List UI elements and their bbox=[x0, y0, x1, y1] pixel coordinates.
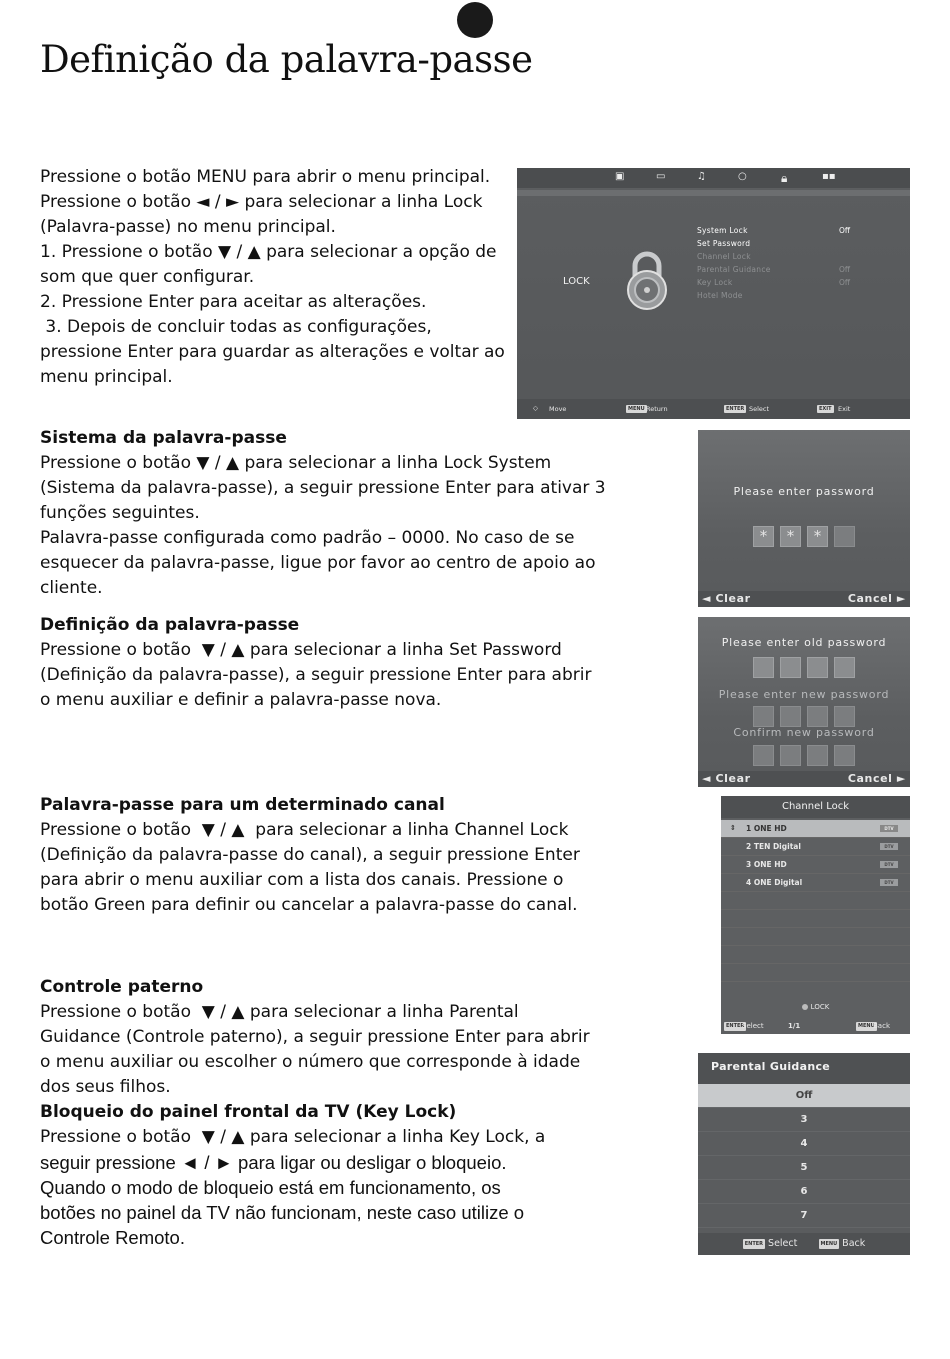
lock-bullet-icon bbox=[802, 1004, 808, 1010]
intro-line: (Palavra-passe) no menu principal. bbox=[40, 217, 336, 237]
new-password-prompt: Please enter new password bbox=[718, 688, 890, 701]
section-lock-system bbox=[40, 426, 606, 601]
return-hint: Return bbox=[646, 405, 668, 413]
select-hint: Select bbox=[749, 405, 770, 413]
channel-type-badge: DTV bbox=[880, 861, 898, 868]
parental-option[interactable]: 6 bbox=[698, 1180, 910, 1204]
menu-item-set-password[interactable]: Set Password bbox=[697, 239, 751, 248]
section-line: (Definição da palavra-passe do canal), a seguir pressione Enter bbox=[40, 845, 580, 865]
channel-row[interactable] bbox=[721, 820, 910, 838]
section-line: Pressione o botão ▼ / ▲ para selecionar a linha Lock System bbox=[40, 453, 552, 473]
menu-band bbox=[517, 190, 910, 196]
password-digit[interactable] bbox=[753, 745, 774, 766]
empty-row bbox=[721, 910, 910, 928]
up-down-icon: ⇕ bbox=[730, 824, 736, 832]
back-hint: Back bbox=[873, 1022, 890, 1030]
menu-value: Off bbox=[839, 278, 851, 287]
password-digit[interactable]: * bbox=[780, 526, 801, 547]
intro-line: Pressione o botão MENU para abrir o menu principal. bbox=[40, 167, 491, 187]
lock-icon[interactable]: 🔒︎ bbox=[781, 171, 788, 185]
menu-item-channel-lock[interactable]: Channel Lock bbox=[697, 252, 751, 261]
cancel-button[interactable]: Cancel ► bbox=[847, 592, 906, 605]
menu-bottom-bar bbox=[517, 399, 910, 419]
intro-line: 1. Pressione o botão ▼ / ▲ para selecionar a opção de bbox=[40, 242, 497, 262]
dialog-bottom-bar bbox=[698, 771, 910, 787]
password-digit[interactable] bbox=[834, 745, 855, 766]
section-line: Pressione o botão ▼ / ▲ para selecionar a linha Key Lock, a bbox=[40, 1127, 546, 1147]
confirm-password-prompt: Confirm new password bbox=[733, 726, 875, 739]
password-digit[interactable] bbox=[753, 706, 774, 727]
apps-icon[interactable]: ▪▪ bbox=[822, 171, 836, 182]
page-indicator: 1/1 bbox=[788, 1022, 801, 1030]
set-password-dialog bbox=[698, 617, 910, 787]
section-parental bbox=[40, 975, 590, 1250]
section-line: botões no painel da TV não funcionam, neste caso utilize o bbox=[40, 1202, 525, 1223]
empty-row bbox=[721, 892, 910, 910]
parental-option[interactable]: 4 bbox=[698, 1132, 910, 1156]
section-heading: Controle paterno bbox=[40, 977, 204, 997]
lock-label: LOCK bbox=[563, 276, 590, 287]
channel-lock-footer bbox=[721, 1018, 910, 1034]
password-boxes[interactable] bbox=[698, 526, 910, 547]
cancel-button[interactable]: Cancel ► bbox=[847, 772, 906, 785]
dialog-bottom-bar bbox=[698, 591, 910, 607]
time-icon[interactable]: ○ bbox=[738, 171, 747, 182]
confirm-password-boxes[interactable] bbox=[698, 745, 910, 766]
channel-name: 4 ONE Digital bbox=[746, 878, 803, 887]
channel-name: 1 ONE HD bbox=[746, 824, 787, 833]
password-digit[interactable] bbox=[834, 657, 855, 678]
page-marker-dot bbox=[457, 2, 493, 38]
section-line: cliente. bbox=[40, 578, 103, 598]
enter-key-icon: ENTER bbox=[744, 1241, 764, 1247]
intro-line: 2. Pressione Enter para aceitar as alterações. bbox=[40, 292, 427, 312]
section-line: o menu auxiliar e definir a palavra-passe nova. bbox=[40, 690, 442, 710]
move-icon: ◇ bbox=[533, 404, 538, 412]
channel-row[interactable] bbox=[721, 838, 910, 856]
parental-option[interactable]: 7 bbox=[698, 1204, 910, 1228]
parental-option[interactable]: Off bbox=[698, 1084, 910, 1108]
empty-row bbox=[721, 928, 910, 946]
section-line: (Definição da palavra-passe), a seguir pressione Enter para abrir bbox=[40, 665, 592, 685]
lock-legend-label: LOCK bbox=[810, 1003, 830, 1011]
intro-line: som que quer configurar. bbox=[40, 267, 255, 287]
screen-icon[interactable]: ▭ bbox=[656, 171, 666, 182]
menu-icon-row bbox=[517, 171, 910, 187]
channel-type-badge: DTV bbox=[880, 825, 898, 832]
channel-type-badge: DTV bbox=[880, 879, 898, 886]
exit-hint: Exit bbox=[838, 405, 851, 413]
password-digit[interactable] bbox=[807, 657, 828, 678]
section-heading: Palavra-passe para um determinado canal bbox=[40, 795, 445, 815]
section-line: Pressione o botão ▼ / ▲ para selecionar a linha Parental bbox=[40, 1002, 519, 1022]
enter-key-icon: ENTER bbox=[726, 406, 745, 412]
password-digit[interactable] bbox=[780, 706, 801, 727]
password-digit[interactable] bbox=[807, 706, 828, 727]
section-line: Controle Remoto. bbox=[40, 1227, 185, 1248]
menu-value: Off bbox=[839, 265, 851, 274]
parental-guidance-title: Parental Guidance bbox=[698, 1053, 910, 1084]
clear-button[interactable]: ◄ Clear bbox=[702, 772, 751, 785]
channel-row[interactable] bbox=[721, 874, 910, 892]
parental-option[interactable]: 3 bbox=[698, 1108, 910, 1132]
empty-row bbox=[721, 946, 910, 964]
channel-type-badge: DTV bbox=[880, 843, 898, 850]
section-heading: Definição da palavra-passe bbox=[40, 615, 300, 635]
section-heading: Sistema da palavra-passe bbox=[40, 428, 287, 448]
password-digit[interactable] bbox=[780, 657, 801, 678]
channel-name: 2 TEN Digital bbox=[746, 842, 801, 851]
parental-guidance-footer bbox=[698, 1233, 910, 1255]
select-hint: Select bbox=[768, 1238, 798, 1249]
channel-name: 3 ONE HD bbox=[746, 860, 787, 869]
section-line: o menu auxiliar ou escolher o número que corresponde à idade bbox=[40, 1052, 581, 1072]
section-line: (Sistema da palavra-passe), a seguir pressione Enter para ativar 3 bbox=[40, 478, 606, 498]
select-hint: Select bbox=[742, 1022, 764, 1030]
section-line: dos seus filhos. bbox=[40, 1077, 171, 1097]
menu-item-key-lock[interactable]: Key Lock bbox=[697, 278, 733, 287]
channel-lock-screen bbox=[721, 796, 910, 1034]
parental-option[interactable]: 5 bbox=[698, 1156, 910, 1180]
section-line: esquecer da palavra-passe, ligue por favor ao centro de apoio ao bbox=[40, 553, 596, 573]
section-line: seguir pressione ◄ / ► para ligar ou desligar o bloqueio. bbox=[40, 1152, 507, 1173]
section-line: Quando o modo de bloqueio está em funcionamento, os bbox=[40, 1177, 501, 1198]
menu-value: Off bbox=[839, 226, 851, 235]
password-digit[interactable] bbox=[807, 745, 828, 766]
section-heading: Bloqueio do painel frontal da TV (Key Lock) bbox=[40, 1102, 457, 1122]
enter-key-icon: ENTER bbox=[726, 1023, 745, 1029]
intro-line: menu principal. bbox=[40, 367, 173, 387]
intro-text bbox=[40, 165, 505, 390]
clear-button[interactable]: ◄ Clear bbox=[702, 592, 751, 605]
password-prompt: Please enter password bbox=[733, 485, 875, 498]
page-title: Definição da palavra-passe bbox=[40, 38, 533, 81]
back-hint: Back bbox=[842, 1238, 866, 1249]
move-hint: Move bbox=[549, 405, 567, 413]
padlock-icon bbox=[619, 250, 675, 312]
menu-key-icon: MENU bbox=[858, 1023, 875, 1029]
password-digit[interactable] bbox=[753, 657, 774, 678]
password-digit[interactable]: * bbox=[807, 526, 828, 547]
password-digit[interactable] bbox=[834, 526, 855, 547]
password-digit[interactable]: * bbox=[753, 526, 774, 547]
old-password-boxes[interactable] bbox=[698, 657, 910, 678]
channel-lock-title: Channel Lock bbox=[721, 796, 910, 818]
lock-menu-screen bbox=[517, 168, 910, 419]
section-line: Palavra-passe configurada como padrão – 0000. No caso de se bbox=[40, 528, 575, 548]
intro-line: pressione Enter para guardar as alterações e voltar ao bbox=[40, 342, 505, 362]
empty-row bbox=[721, 964, 910, 982]
password-digit[interactable] bbox=[834, 706, 855, 727]
intro-line: Pressione o botão ◄ / ► para selecionar a linha Lock bbox=[40, 192, 483, 212]
new-password-boxes[interactable] bbox=[698, 706, 910, 727]
parental-guidance-screen bbox=[698, 1053, 910, 1255]
lock-legend bbox=[721, 1003, 910, 1011]
music-icon[interactable]: ♫ bbox=[697, 171, 706, 182]
picture-icon[interactable]: ▣ bbox=[615, 171, 625, 182]
section-line: para abrir o menu auxiliar com a lista dos canais. Pressione o bbox=[40, 870, 564, 890]
intro-line: 3. Depois de concluir todas as configurações, bbox=[40, 317, 432, 337]
menu-item-hotel-mode[interactable]: Hotel Mode bbox=[697, 291, 743, 300]
enter-password-dialog bbox=[698, 430, 910, 607]
menu-key-icon: MENU bbox=[820, 1241, 838, 1247]
menu-key-icon: MENU bbox=[628, 406, 645, 412]
section-line: Pressione o botão ▼ / ▲ para selecionar a linha Channel Lock bbox=[40, 820, 569, 840]
menu-item-system-lock[interactable]: System Lock bbox=[697, 226, 748, 235]
section-set-password bbox=[40, 613, 591, 713]
section-line: Guidance (Controle paterno), a seguir pressione Enter para abrir bbox=[40, 1027, 590, 1047]
section-line: funções seguintes. bbox=[40, 503, 200, 523]
old-password-prompt: Please enter old password bbox=[721, 636, 887, 649]
section-channel-lock bbox=[40, 793, 580, 918]
menu-item-parental-guidance[interactable]: Parental Guidance bbox=[697, 265, 771, 274]
exit-key-icon: EXIT bbox=[819, 406, 832, 412]
section-line: Pressione o botão ▼ / ▲ para selecionar a linha Set Password bbox=[40, 640, 562, 660]
channel-row[interactable] bbox=[721, 856, 910, 874]
password-digit[interactable] bbox=[780, 745, 801, 766]
section-line: botão Green para definir ou cancelar a palavra-passe do canal. bbox=[40, 895, 578, 915]
